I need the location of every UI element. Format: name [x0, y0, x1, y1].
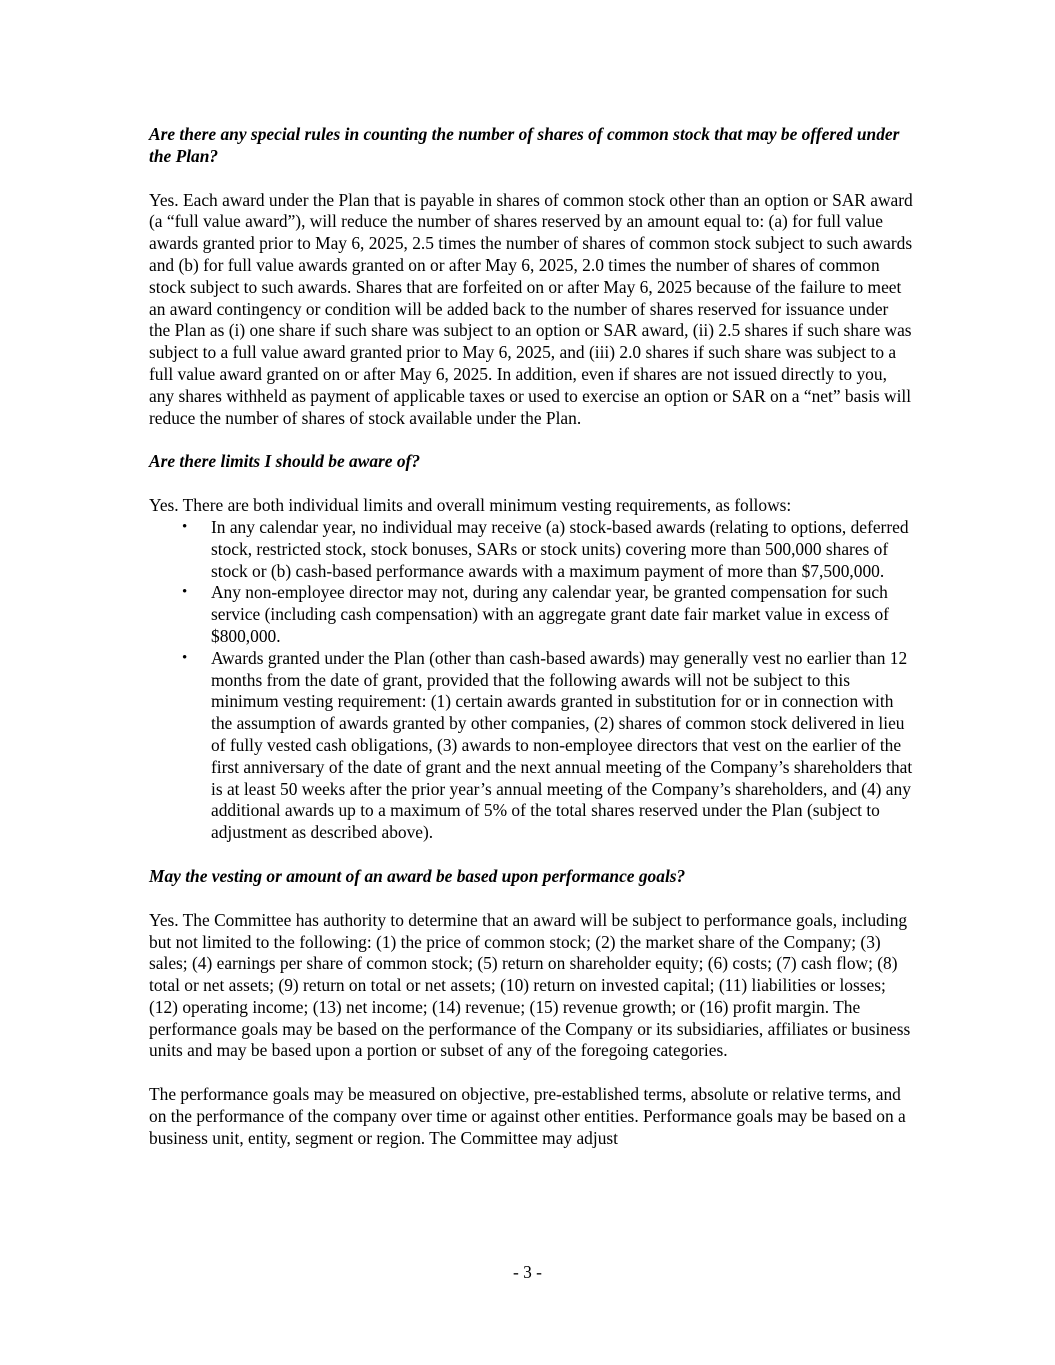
- bullet-icon: •: [182, 649, 188, 666]
- question-heading-limits: Are there limits I should be aware of?: [149, 451, 421, 472]
- answer-paragraph-performance-goals: Yes. The Committee has authority to determine that an award will be subject to performance goals, including but not limited to the following: (1) the price of common stock; (2) the market share of the Company; (3) sales; (4) earnings per share of common stock; (5) return on shareholder equity; (6) costs; (7) cash flow; (8) total or net assets; (9) return on total or net assets; (10) return on invested capital; (11) liabilities or losses; (12) operating income; (13) net income; (14) revenue; (15) revenue growth; or (16) profit margin. The performance goals may be based on the performance of the Company or its subsidiaries, affiliates or business units and may be based upon a portion or subset of any of the foregoing categories.: [149, 909, 911, 1061]
- list-item: [149, 582, 913, 647]
- bullet-icon: •: [182, 584, 188, 601]
- answer-intro-limits: Yes. There are both individual limits and overall minimum vesting requirements, as follows:: [149, 495, 792, 516]
- list-item: [149, 517, 913, 582]
- answer-paragraph-performance-measures: The performance goals may be measured on objective, pre-established terms, absolute or relative terms, and on the performance of the company over time or against other entities. Performance goals may be based on a business unit, entity, segment or region. The Committee may adjust: [149, 1084, 906, 1148]
- question-heading-performance-goals: May the vesting or amount of an award be based upon performance goals?: [149, 865, 686, 886]
- page-number: - 3 -: [513, 1262, 542, 1282]
- page-content: [149, 124, 913, 1150]
- bullet-text: In any calendar year, no individual may receive (a) stock-based awards (relating to options, deferred stock, restricted stock, stock bonuses, SARs or stock units) covering more than 500,000 shares of stock or (b) cash-based performance awards with a maximum payment of more than $7,500,000.: [211, 516, 909, 581]
- limits-bullet-list: [149, 517, 913, 844]
- bullet-icon: •: [182, 518, 188, 535]
- list-item: [149, 648, 913, 844]
- question-heading-special-rules: Are there any special rules in counting the number of shares of common stock that may be offered under the Plan?: [149, 124, 900, 166]
- answer-paragraph-special-rules: Yes. Each award under the Plan that is payable in shares of common stock other than an option or SAR award (a “full value award”), will reduce the number of shares reserved by an amount equal to: (a) for full value awards granted prior to May 6, 2025, 2.5 times the number of shares of common stock subject to such awards and (b) for full value awards granted on or after May 6, 2025, 2.0 times the number of shares of common stock subject to such awards. Shares that are forfeited on or after May 6, 2025 because of the failure to meet an award contingency or condition will be added back to the number of shares reserved for issuance under the Plan as (i) one share if such share was subject to an option or SAR award, (ii) 2.5 shares if such share was subject to a full value award granted prior to May 6, 2025, and (iii) 2.0 shares if such share was subject to a full value award granted on or after May 6, 2025. In addition, even if shares are not issued directly to you, any shares withheld as payment of applicable taxes or used to exercise an option or SAR on a “net” basis will reduce the number of shares of stock available under the Plan.: [149, 189, 913, 428]
- bullet-text: Awards granted under the Plan (other than cash-based awards) may generally vest no earlier than 12 months from the date of grant, provided that the following awards will not be subject to this minimum vesting requirement: (1) certain awards granted in substitution for or in connection with the assumption of awards granted by other companies, (2) shares of common stock delivered in lieu of fully vested cash obligations, (3) awards to non-employee directors that vest on the earlier of the first anniversary of the date of grant and the next annual meeting of the Company’s shareholders that is at least 50 weeks after the prior year’s annual meeting of the Company’s shareholders, and (4) any additional awards up to a maximum of 5% of the total shares reserved under the Plan (subject to adjustment as described above).: [211, 647, 913, 843]
- bullet-text: Any non-employee director may not, during any calendar year, be granted compensation for such service (including cash compensation) with an aggregate grant date fair market value in excess of $800,000.: [211, 582, 889, 646]
